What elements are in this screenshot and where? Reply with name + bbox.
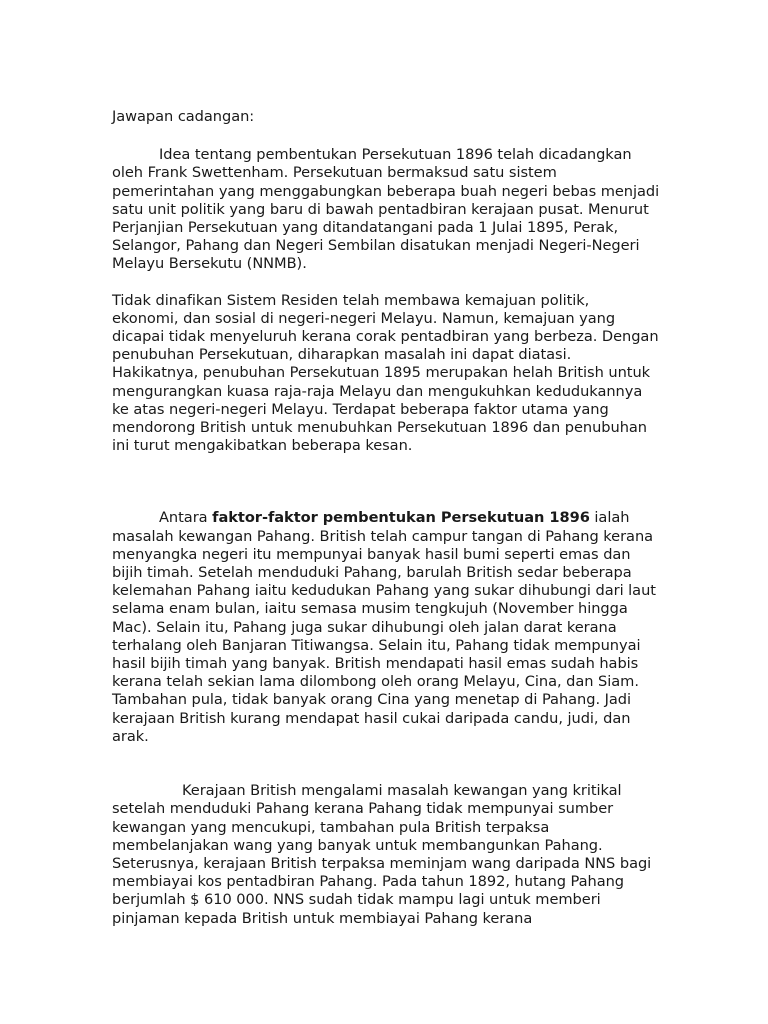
paragraph-4: Kerajaan British mengalami masalah kewangan yang kritikal setelah menduduki Pahang kerana Pahang tidak mempunyai sumber kewangan yang mencukupi, tambahan pula British terpaksa membelanjakan wang yang banyak untuk membangunkan Pahang. Seterusnya, kerajaan British terpaksa meminjam wang daripada NNS bagi membiayai kos pentadbiran Pahang. Pada tahun 1892, hutang Pahang berjumlah $ 610 000. NNS sudah tidak mampu lagi untuk memberi pinjaman kepada British untuk membiayai Pahang kerana [112,782,656,927]
paragraph-1: Idea tentang pembentukan Persekutuan 1896 telah dicadangkan oleh Frank Swettenham. Persekutuan bermaksud satu sistem pemerintahan yang menggabungkan beberapa buah negeri bebas menjadi satu unit politik yang baru di bawah pentadbiran kerajaan pusat. Menurut Perjanjian Persekutuan yang ditandatangani pada 1 Julai 1895, Perak, Selangor, Pahang dan Negeri Sembilan disatukan menjadi Negeri-Negeri Melayu Bersekutu (NNMB). [112,146,664,273]
paragraph-2: Tidak dinafikan Sistem Residen telah membawa kemajuan politik, ekonomi, dan sosial di negeri-negeri Melayu. Namun, kemajuan yang dicapai tidak menyeluruh kerana corak pentadbiran yang berbeza. Dengan penubuhan Persekutuan, diharapkan masalah ini dapat diatasi. Hakikatnya, penubuhan Persekutuan 1895 merupakan helah British untuk mengurangkan kuasa raja-raja Melayu dan mengukuhkan kedudukannya ke atas negeri-negeri Melayu. Terdapat beberapa faktor utama yang mendorong British untuk menubuhkan Persekutuan 1896 dan penubuhan ini turut mengakibatkan beberapa kesan. [112,291,664,455]
paragraph-3 [112,509,660,746]
document-body [112,108,664,928]
paragraph-spacer [112,455,660,509]
paragraph-spacer [112,746,660,782]
paragraph-spacer [112,274,660,292]
paragraph-3-bold-phrase: faktor-faktor pembentukan Persekutuan 1896 [212,509,590,527]
paragraph-3-rest: ialah masalah kewangan Pahang. British telah campur tangan di Pahang kerana menyangka negeri itu mempunyai banyak hasil bumi seperti emas dan bijih timah. Setelah menduduki Pahang, barulah British sedar beberapa kelemahan Pahang iaitu kedudukan Pahang yang sukar dihubungi dari laut selama enam bulan, iaitu semasa musim tengkujuh (November hingga Mac). Selain itu, Pahang juga sukar dihubungi oleh jalan darat kerana terhalang oleh Banjaran Titiwangsa. Selain itu, Pahang tidak mempunyai hasil bijih timah yang banyak. British mendapati hasil emas sudah habis kerana telah sekian lama dilombong oleh orang Melayu, Cina, dan Siam. Tambahan pula, tidak banyak orang Cina yang menetap di Pahang. Jadi kerajaan British kurang mendapat hasil cukai daripada candu, judi, dan arak. [112,509,661,745]
paragraph-3-lead: Antara [159,509,213,527]
document-heading: Jawapan cadangan: [112,108,255,125]
